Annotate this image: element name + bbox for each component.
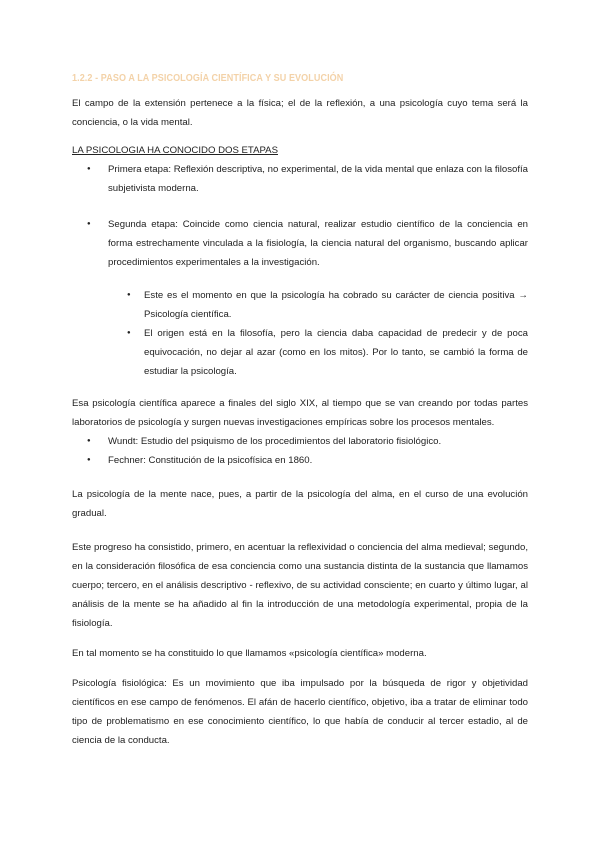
list-item: ● Wundt: Estudio del psiquismo de los procedimientos del laboratorio fisiológico.: [72, 432, 528, 451]
paragraph-fisiologica: Psicología fisiológica: Es un movimiento que iba impulsado por la búsqueda de rigor y objetividad científicos en ese campo de fenómenos. El afán de hacerlo científico, objetivo, iba a tratar de eliminar todo tipo de problematismo en ese conocimiento científico, lo que había de conducir al tercer estadio, al de ciencia de la conducta.: [72, 678, 528, 746]
paragraph-progreso: Este progreso ha consistido, primero, en acentuar la reflexividad o conciencia del alma medieval; segundo, en la consideración filosófica de esa conciencia como una sustancia distinta de la sustancia que llamamos cuerpo; tercero, en el análisis descriptivo - reflexivo, de su actividad consciente; en cuarto y último lugar, al análisis de la mente se ha añadido al fin la introducción de una metodología experimental, propia de la fisiología.: [72, 542, 528, 629]
autores-list: [72, 432, 528, 470]
list-item: ● El origen está en la filosofía, pero la ciencia daba capacidad de predecir y de poca equivocación, no dejar al azar (como en los mitos). Por lo tanto, se cambió la forma de estudiar la psicología.: [108, 324, 528, 381]
list-item: ● Fechner: Constitución de la psicofísica en 1860.: [72, 451, 528, 470]
sub-list: [108, 286, 528, 381]
list-item: ● Primera etapa: Reflexión descriptiva, no experimental, de la vida mental que enlaza con la filosofía subjetivista moderna.: [72, 160, 528, 198]
paragraph-mente: La psicología de la mente nace, pues, a partir de la psicología del alma, en el curso de una evolución gradual.: [72, 489, 528, 519]
intro-paragraph: El campo de la extensión pertenece a la física; el de la reflexión, a una psicología cuyo tema será la conciencia, o la vida mental.: [72, 98, 528, 128]
paragraph-momento: En tal momento se ha constituido lo que llamamos «psicología científica» moderna.: [72, 648, 427, 659]
etapas-list-2: [72, 215, 528, 272]
paragraph-cientifica: Esa psicología científica aparece a finales del siglo XIX, al tiempo que se van creando por todas partes laboratorios de psicología y surgen nuevas investigaciones empíricas sobre los procesos mentales.: [72, 398, 528, 428]
etapas-list: [72, 160, 528, 198]
list-item: ● Este es el momento en que la psicología ha cobrado su carácter de ciencia positiva → Psicología científica.: [108, 286, 528, 324]
list-item: ● Segunda etapa: Coincide como ciencia natural, realizar estudio científico de la conciencia en forma estrechamente vinculada a la fisiología, la ciencia natural del organismo, buscando aplicar procedimientos experimentales a la investigación.: [72, 215, 528, 272]
section-title: LA PSICOLOGIA HA CONOCIDO DOS ETAPAS: [72, 145, 278, 156]
section-heading: 1.2.2 - PASO A LA PSICOLOGÍA CIENTÍFICA Y SU EVOLUCIÓN: [72, 72, 344, 84]
document-page: [72, 72, 528, 750]
